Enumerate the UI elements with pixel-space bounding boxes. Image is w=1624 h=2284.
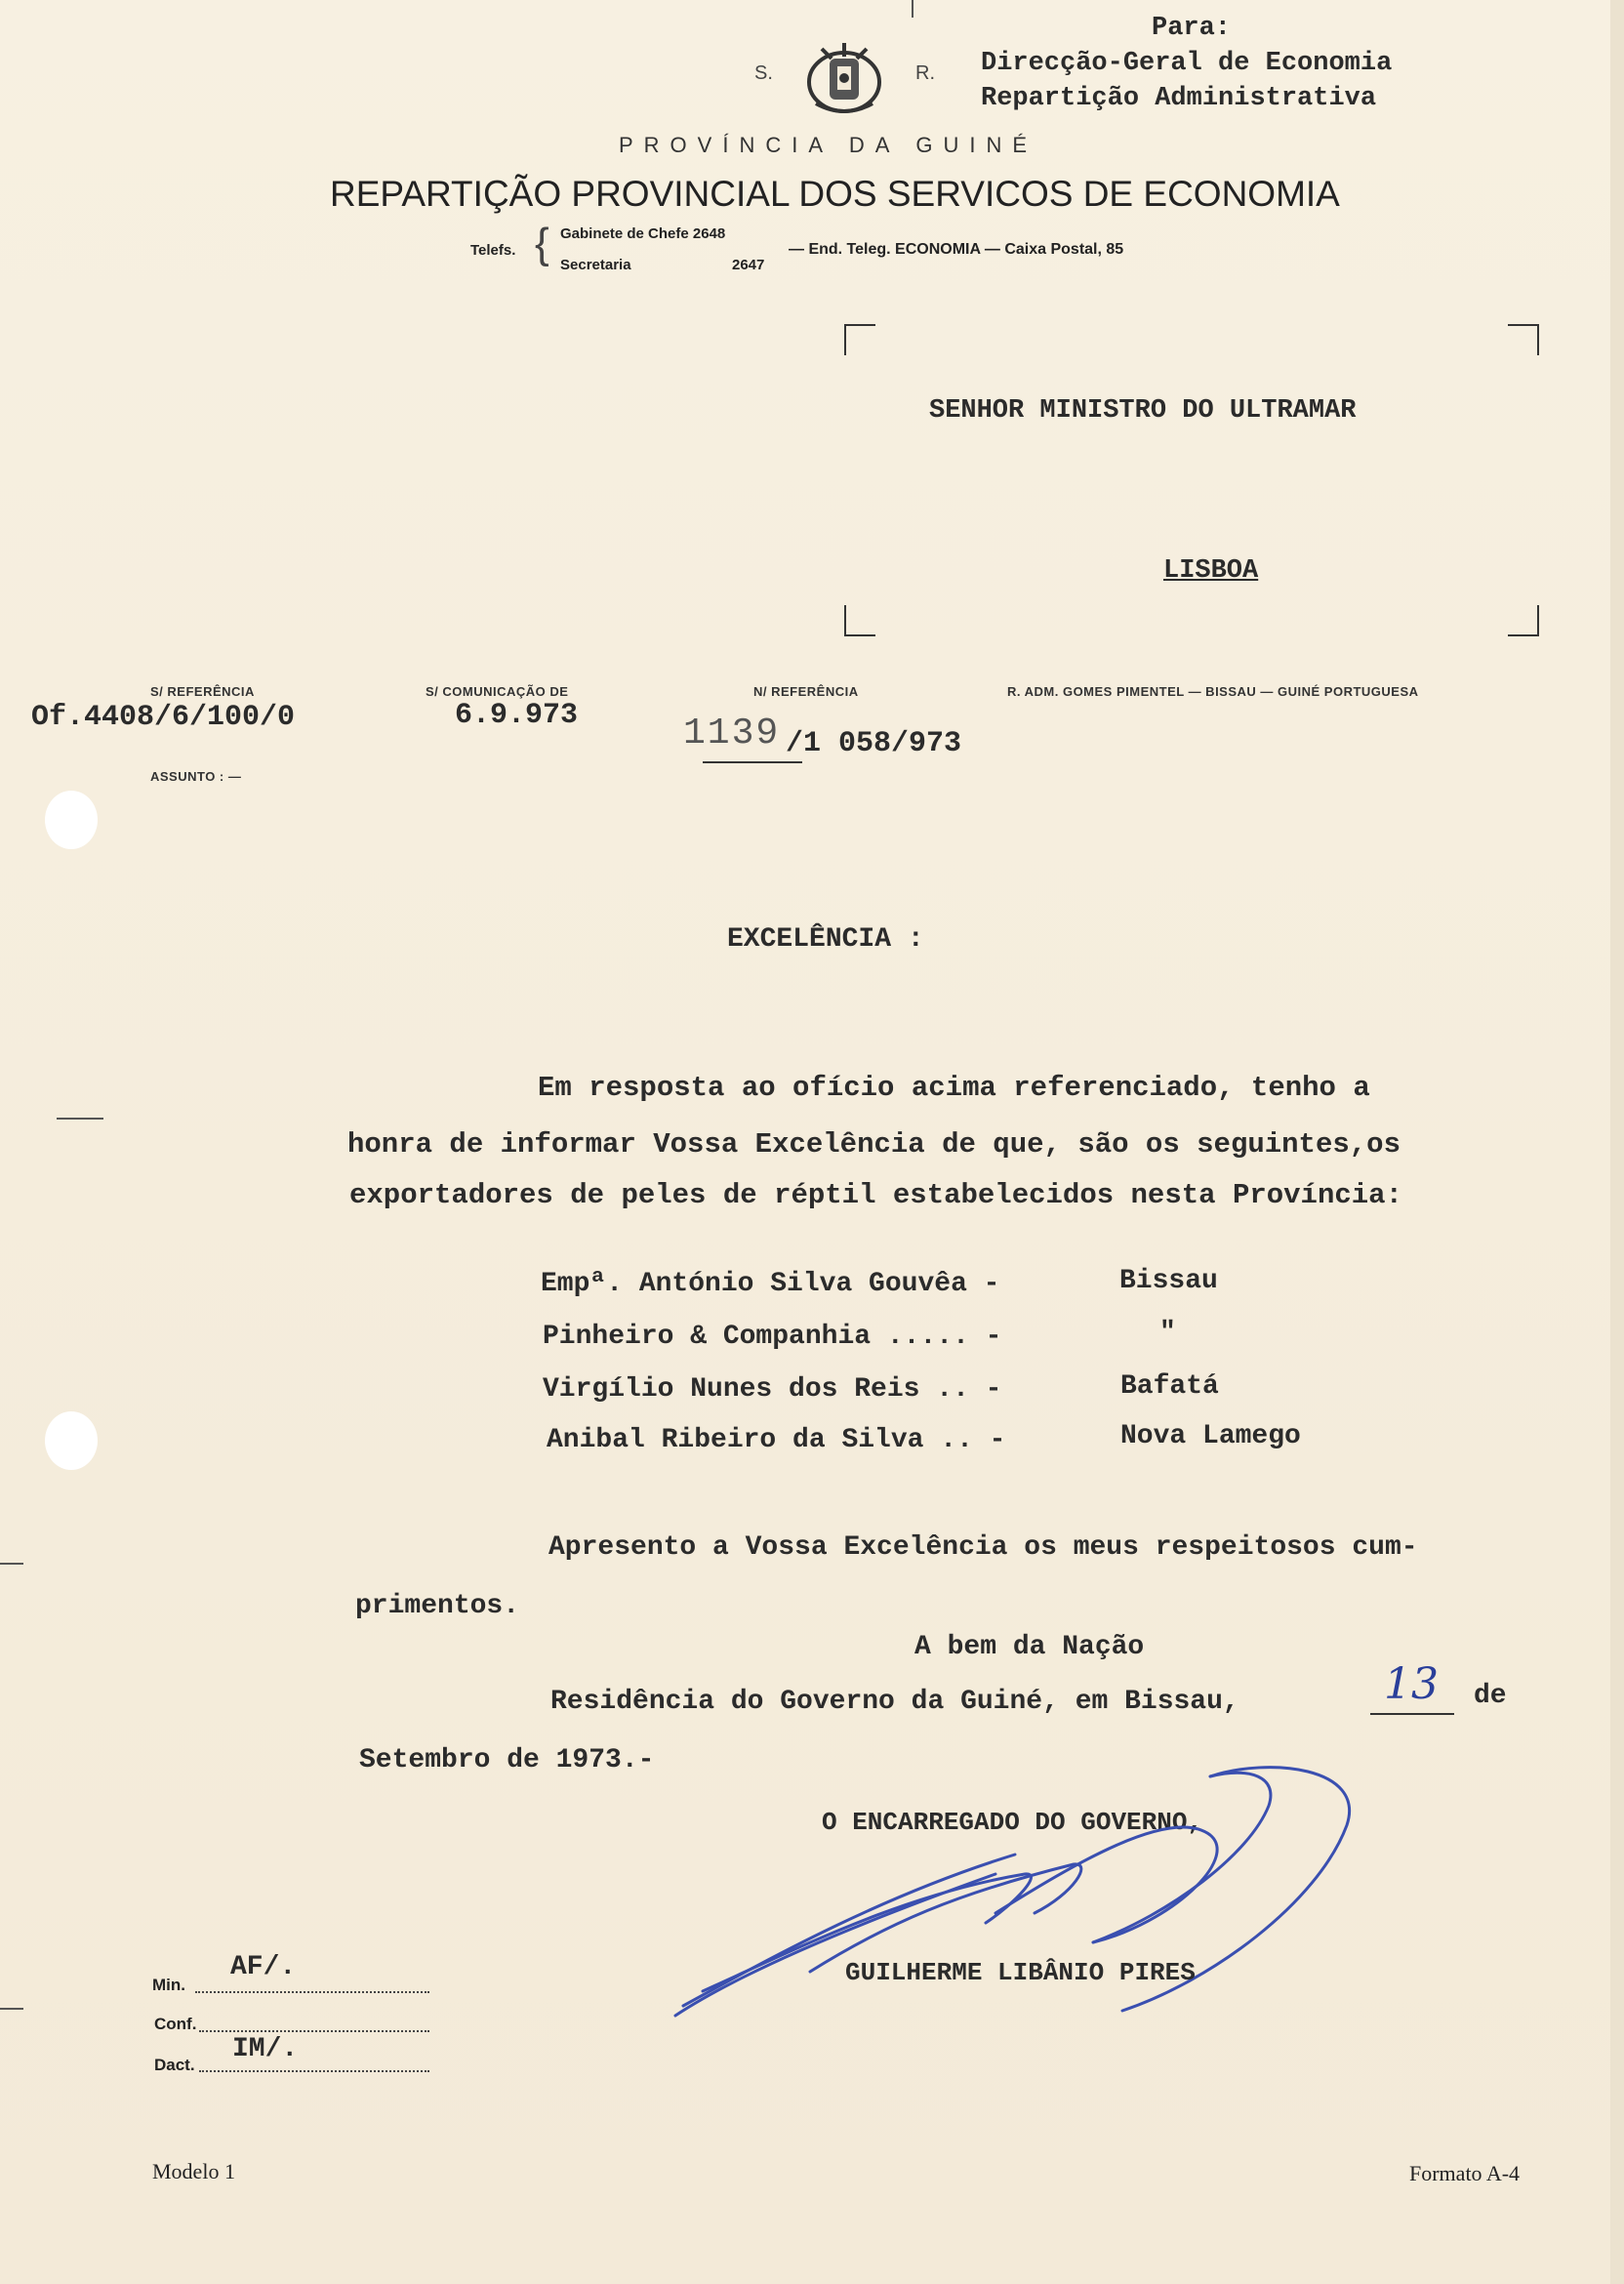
window-corner-top-left [844, 324, 875, 355]
window-corner-top-right [1508, 324, 1539, 355]
modelo-label: Modelo 1 [152, 2159, 235, 2183]
signature [664, 1747, 1386, 2030]
motto: A bem da Nação [914, 1632, 1145, 1662]
routing-line-2: Repartição Administrativa [981, 84, 1377, 113]
paragraph-1-line-3: exportadores de peles de réptil estabelecidos nesta Província: [349, 1179, 1402, 1211]
margin-tick-3 [0, 2008, 23, 2010]
exporter-place: Bafatá [1120, 1371, 1219, 1402]
paper-edge [1610, 0, 1624, 2284]
recipient-city: LISBOA [1163, 556, 1259, 586]
recipient-name: SENHOR MINISTRO DO ULTRAMAR [929, 396, 1357, 426]
r-label: R. [915, 62, 935, 84]
n-referencia-value: /1 058/973 [786, 727, 962, 760]
conf-line [199, 2030, 429, 2032]
margin-tick-1 [57, 1118, 103, 1120]
exporter-name: Pinheiro & Companhia ..... - [543, 1322, 1002, 1352]
residence-line: Residência do Governo da Guiné, em Bissau, [550, 1687, 1239, 1717]
punch-hole-bottom [45, 1411, 98, 1470]
phone-1: Gabinete de Chefe 2648 [560, 225, 726, 242]
window-corner-bottom-left [844, 605, 875, 636]
day-underline [1370, 1713, 1454, 1715]
dact-label: Dact. [154, 2056, 195, 2074]
min-value: AF/. [230, 1952, 297, 1982]
phone-2-number: 2647 [732, 257, 765, 273]
exporter-place: Nova Lamego [1120, 1421, 1301, 1451]
exporter-place: Bissau [1119, 1266, 1218, 1296]
s-referencia-label: S/ REFERÊNCIA [150, 684, 255, 699]
assunto-label: ASSUNTO : — [150, 769, 242, 784]
s-comunicacao-value: 6.9.973 [455, 699, 579, 732]
province-heading: PROVÍNCIA DA GUINÉ [619, 133, 1038, 157]
salutation: EXCELÊNCIA : [727, 924, 924, 955]
min-label: Min. [152, 1976, 185, 1994]
stamp-underline [703, 761, 802, 763]
n-referencia-stamp: 1139 [683, 713, 781, 755]
routing-para-label: Para: [1152, 14, 1232, 43]
paragraph-2-line-1: Apresento a Vossa Excelência os meus respeitosos cum- [548, 1532, 1418, 1563]
dact-line [199, 2070, 429, 2072]
margin-tick-2 [0, 1563, 23, 1565]
s-referencia-value: Of.4408/6/100/0 [31, 701, 296, 734]
exporter-name: Empª. António Silva Gouvêa - [541, 1269, 1000, 1299]
min-line [195, 1991, 429, 1993]
signer-name: GUILHERME LIBÂNIO PIRES [845, 1958, 1196, 1987]
dact-value: IM/. [232, 2034, 299, 2064]
de-word: de [1474, 1681, 1507, 1711]
s-label: S. [754, 62, 773, 84]
signer-title: O ENCARREGADO DO GOVERNO, [822, 1808, 1203, 1837]
paragraph-2-line-2: primentos. [355, 1591, 520, 1621]
s-comunicacao-label: S/ COMUNICAÇÃO DE [426, 684, 569, 699]
office-title: REPARTIÇÃO PROVINCIAL DOS SERVICOS DE ECONOMIA [330, 174, 1340, 214]
window-corner-bottom-right [1508, 605, 1539, 636]
punch-hole-top [45, 791, 98, 849]
formato-label: Formato A-4 [1409, 2161, 1521, 2185]
telefs-label: Telefs. [470, 242, 516, 259]
exporter-name: Virgílio Nunes dos Reis .. - [543, 1374, 1002, 1405]
n-referencia-label: N/ REFERÊNCIA [753, 684, 859, 699]
telegraph-line: — End. Teleg. ECONOMIA — Caixa Postal, 85 [789, 241, 1124, 258]
office-address: R. ADM. GOMES PIMENTEL — BISSAU — GUINÉ PORTUGUESA [1007, 684, 1419, 699]
conf-label: Conf. [154, 2015, 197, 2033]
paragraph-1-line-2: honra de informar Vossa Excelência de que, são os seguintes,os [347, 1128, 1401, 1161]
paragraph-1-line-1: Em resposta ao ofício acima referenciado, tenho a [538, 1072, 1370, 1104]
brace-symbol: { [535, 220, 549, 267]
top-edge-tick [912, 0, 914, 18]
coat-of-arms-seal [802, 39, 886, 117]
date-line: Setembro de 1973.- [359, 1745, 655, 1775]
routing-line-1: Direcção-Geral de Economia [981, 49, 1393, 78]
phone-2-label: Secretaria [560, 257, 631, 273]
handwritten-day: 13 [1384, 1659, 1439, 1709]
exporter-name: Anibal Ribeiro da Silva .. - [547, 1425, 1006, 1455]
exporter-place: " [1159, 1318, 1176, 1348]
